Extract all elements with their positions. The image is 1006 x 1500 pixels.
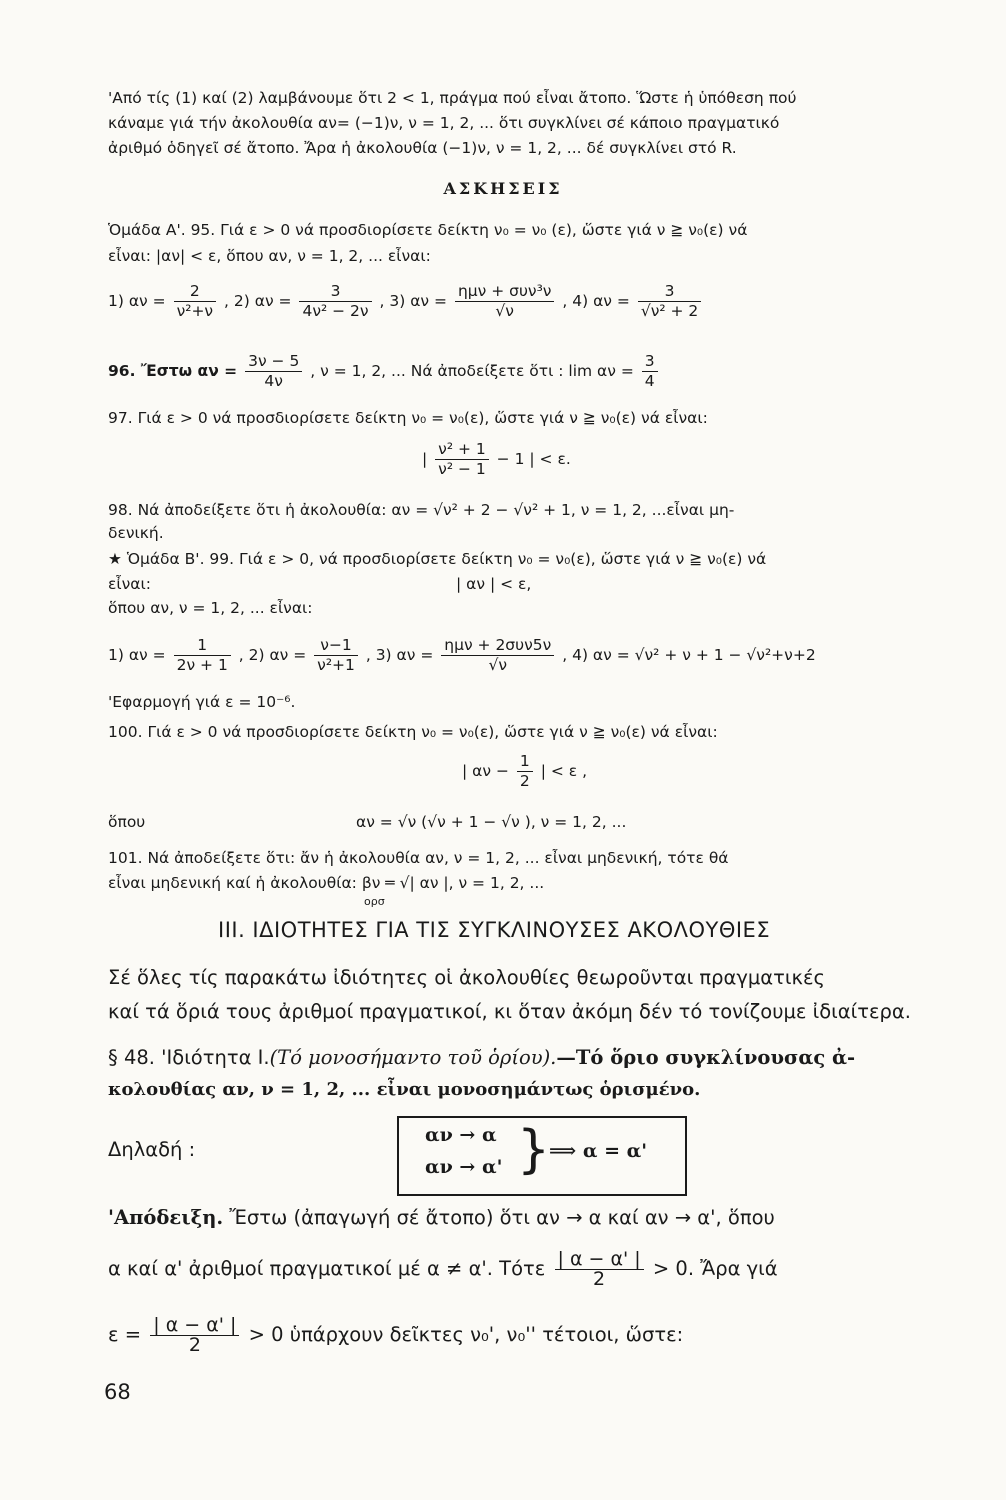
section-para-1: Σέ ὅλες τίς παρακάτω ἰδιότητες οἱ ἀκολουθίες θεωροῦνται πραγματικές (108, 966, 825, 989)
ex98-line-1: 98. Νά ἀποδείξετε ὅτι ἡ ἀκολουθία: αν = √ν² + 2 − √ν² + 1, ν = 1, 2, ...εἶναι μη- (108, 501, 735, 519)
ex100-line-1: 100. Γιά ε > 0 νά προσδιορίσετε δείκτη ν₀ = ν₀(ε), ὥστε γιά ν ≧ ν₀(ε) νά εἶναι: (108, 723, 718, 741)
uniqueness-box (397, 1116, 687, 1196)
brace: } (517, 1120, 551, 1180)
ex100-formula: | αν − $\frac{1}{2}$ | < ε , (462, 752, 587, 790)
ex99-formulas: 1) αν = $\frac{1}{2\nu + 1}$ , 2) αν = $\frac{\nu-1}{\text{ν²+1}}$ , 3) αν = $\frac{\text{ημν + 2συν5ν}}{√\nu}$ , 4) αν = √ν² + ν + 1 − √ν²+ν+2 (108, 636, 816, 674)
ex100-line-3: ὅπου αν = √ν (√ν + 1 − √ν ), ν = 1, 2, ... (108, 813, 627, 831)
box-result: ⟹ α = α' (549, 1140, 648, 1162)
intro-line-2: κάναμε γιά τήν ἀκολουθία αν= (−1)ν, ν = 1, 2, ... ὅτι συγκλίνει σέ κάποιο πραγματικό (108, 114, 780, 132)
ex99-line-1: ★ Ὁμάδα Β'. 99. Γιά ε > 0, νά προσδιορίσετε δείκτη ν₀ = ν₀(ε), ὥστε γιά ν ≧ ν₀(ε) νά (108, 550, 767, 568)
ex98-line-2: δενική. (108, 524, 164, 542)
ex99-line-2: εἶναι: | αν | < ε, (108, 575, 532, 593)
ex101-line-2: εἶναι μηδενική καί ἡ ἀκολουθία: βν ═ √| αν |, ν = 1, 2, ... (108, 874, 545, 892)
ex97-formula: | $\frac{\text{ν² + 1}}{\text{ν² − 1}}$ − 1 | < ε. (422, 440, 571, 478)
fraction: $\frac{| \alpha - \alpha' |}{2}$ (150, 1316, 239, 1355)
section-title: ΙΙΙ. ΙΔΙΟΤΗΤΕΣ ΓΙΑ ΤΙΣ ΣΥΓΚΛΙΝΟΥΣΕΣ ΑΚΟΛΟΥΘΙΕΣ (218, 918, 771, 942)
ex95-formulas: 1) αν = $\frac{2}{\text{ν²+ν}}$ , 2) αν = $\frac{3}{\text{4ν² − 2ν}}$ , 3) αν = $\frac{\text{ημν + συν³ν}}{√\nu}$ , 4) αν = $\frac{3}{\text{√ν² + 2}}$ (108, 282, 966, 321)
fraction: $\frac{1}{2\nu + 1}$ (174, 636, 231, 675)
box-row-1: αν → α (425, 1124, 497, 1146)
fraction: $\frac{3}{\text{√ν² + 2}}$ (638, 282, 701, 321)
fraction: $\frac{\text{ν² + 1}}{\text{ν² − 1}}$ (435, 440, 489, 479)
proof-line-2: α καί α' ἀριθμοί πραγματικοί μέ α ≠ α'. Τότε $\frac{| \alpha - \alpha' |}{2}$ > 0. Ἄρα γιά (108, 1248, 778, 1290)
fraction: $\frac{1}{2}$ (517, 752, 533, 791)
definition-subscript: ορσ (364, 895, 385, 908)
intro-line-1: 'Από τίς (1) καί (2) λαμβάνουμε ὅτι 2 < 1, πράγμα πού εἶναι ἄτοπο. Ὥστε ἡ ὑπόθεση πού (108, 89, 797, 107)
intro-line-3: ἀριθμό ὁδηγεῖ σέ ἄτοπο. Ἄρα ἡ ἀκολουθία (−1)ν, ν = 1, 2, ... δέ συγκλίνει στό R. (108, 139, 737, 157)
box-row-2: αν → α' (425, 1156, 503, 1178)
ex95-line-1: Ὁμάδα Α'. 95. Γιά ε > 0 νά προσδιορίσετε δείκτη ν₀ = ν₀ (ε), ὥστε γιά ν ≧ ν₀(ε) νά (108, 221, 748, 239)
fraction: $\frac{3}{\text{4ν² − 2ν}}$ (299, 282, 371, 321)
property-48-line-2: κολουθίας αν, ν = 1, 2, ... εἶναι μονοσημάντως ὁρισμένο. (108, 1079, 701, 1100)
proof-line-1: 'Απόδειξη. Ἔστω (ἀπαγωγή σέ ἄτοπο) ὅτι αν → α καί αν → α', ὅπου (108, 1206, 775, 1229)
ex95-line-2: εἶναι: |αν| < ε, ὅπου αν, ν = 1, 2, ... εἶναι: (108, 247, 431, 265)
fraction: $\frac{3}{4}$ (642, 352, 658, 391)
ex96: 96. Ἔστω αν = $\frac{3\nu - 5}{4\nu}$ , ν = 1, 2, ... Νά ἀποδείξετε ὅτι : lim αν = $\frac{3}{4}$ (108, 352, 966, 391)
fraction: $\frac{| \alpha - \alpha' |}{2}$ (555, 1250, 644, 1289)
property-48-line-1: § 48. 'Ιδιότητα Ι.(Τό μονοσήμαντο τοῦ ὁρίου).—Τό ὅριο συγκλίνουσας ἀ- (108, 1046, 856, 1069)
proof-line-3: ε = $\frac{| \alpha - \alpha' |}{2}$ > 0 ὑπάρχουν δεῖκτες ν₀', ν₀'' τέτοιοι, ὥστε: (108, 1314, 684, 1356)
section-para-2: καί τά ὅριά τους ἀριθμοί πραγματικοί, κι ὅταν ἀκόμη δέν τό τονίζουμε ἰδιαίτερα. (108, 1000, 911, 1023)
fraction: $\frac{\nu-1}{\text{ν²+1}}$ (314, 636, 358, 675)
ex99-line-3: ὅπου αν, ν = 1, 2, ... εἶναι: (108, 599, 313, 617)
ex97-line-1: 97. Γιά ε > 0 νά προσδιορίσετε δείκτη ν₀ = ν₀(ε), ὥστε γιά ν ≧ ν₀(ε) νά εἶναι: (108, 409, 708, 427)
fraction: $\frac{\text{ημν + 2συν5ν}}{√\nu}$ (441, 636, 554, 675)
fraction: $\frac{\text{ημν + συν³ν}}{√\nu}$ (455, 282, 555, 321)
exercises-heading: ΑΣΚΗΣΕΙΣ (443, 179, 563, 198)
fraction: $\frac{3\nu - 5}{4\nu}$ (245, 352, 302, 391)
ex101-line-1: 101. Νά ἀποδείξετε ὅτι: ἄν ἡ ἀκολουθία αν, ν = 1, 2, ... εἶναι μηδενική, τότε θά (108, 849, 729, 867)
page-number: 68 (104, 1380, 131, 1404)
fraction: $\frac{2}{\text{ν²+ν}}$ (174, 282, 217, 321)
ex99-application: 'Εφαρμογή γιά ε = 10⁻⁶. (108, 693, 296, 711)
namely-label: Δηλαδή : (108, 1138, 196, 1161)
